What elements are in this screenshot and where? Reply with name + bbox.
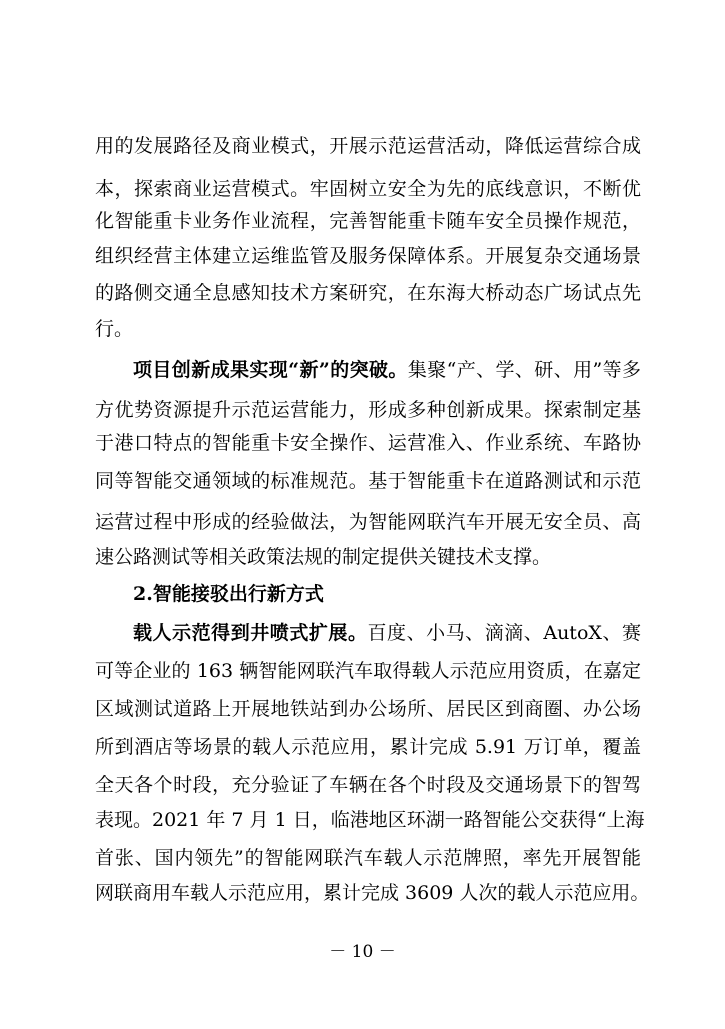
paragraph-line: 本，探索商业运营模式。牢固树立安全为先的底线意识，不断优 — [95, 178, 641, 200]
paragraph-line: 用的发展路径及商业模式，开展示范运营活动，降低运营综合成 — [95, 135, 641, 157]
paragraph-line: 于港口特点的智能重卡安全操作、运营准入、作业系统、车路协 — [95, 432, 641, 454]
paragraph-line-rest: 百度、小马、滴滴、AutoX、赛 — [367, 622, 641, 644]
paragraph-lead-bold: 项目创新成果实现“新”的突破。 — [133, 359, 408, 381]
paragraph-line: 行。 — [95, 318, 134, 340]
paragraph-lead-bold: 载人示范得到井喷式扩展。 — [133, 622, 368, 644]
paragraph-line: 网联商用车载人示范应用，累计完成 3609 人次的载人示范应用。 — [95, 882, 650, 904]
paragraph-line: 的路侧交通全息感知技术方案研究，在东海大桥动态广场试点先 — [95, 282, 641, 304]
paragraph-line: 区域测试道路上开展地铁站到办公场所、居民区到商圈、办公场 — [95, 698, 641, 720]
paragraph-line: 表现。2021 年 7 月 1 日，临港地区环湖一路智能公交获得“上海 — [95, 809, 645, 831]
paragraph-line: 首张、国内领先”的智能网联汽车载人示范牌照，率先开展智能 — [95, 847, 641, 869]
paragraph-line: 方优势资源提升示范运营能力，形成多种创新成果。探索制定基 — [95, 399, 641, 421]
paragraph-line: 速公路测试等相关政策法规的制定提供关键技术支撑。 — [95, 546, 552, 568]
paragraph-line: 同等智能交通领域的标准规范。基于智能重卡在道路测试和示范 — [95, 470, 641, 492]
paragraph-line-rest: 集聚“产、学、研、用”等多 — [407, 359, 641, 381]
paragraph-first-line — [133, 358, 641, 382]
paragraph-line: 运营过程中形成的经验做法，为智能网联汽车开展无安全员、高 — [95, 511, 641, 533]
paragraph-line: 化智能重卡业务作业流程，完善智能重卡随车安全员操作规范， — [95, 210, 641, 232]
paragraph-line: 组织经营主体建立运维监管及服务保障体系。开展复杂交通场景 — [95, 245, 641, 267]
paragraph-first-line — [133, 621, 641, 645]
section-heading: 2.智能接驳出行新方式 — [133, 583, 324, 605]
paragraph-line: 可等企业的 163 辆智能网联汽车取得载人示范应用资质，在嘉定 — [95, 660, 641, 682]
paragraph-line: 全天各个时段，充分验证了车辆在各个时段及交通场景下的智驾 — [95, 774, 641, 796]
page-number: － 10 － — [329, 942, 396, 962]
paragraph-line: 所到酒店等场景的载人示范应用，累计完成 5.91 万订单，覆盖 — [95, 736, 641, 758]
